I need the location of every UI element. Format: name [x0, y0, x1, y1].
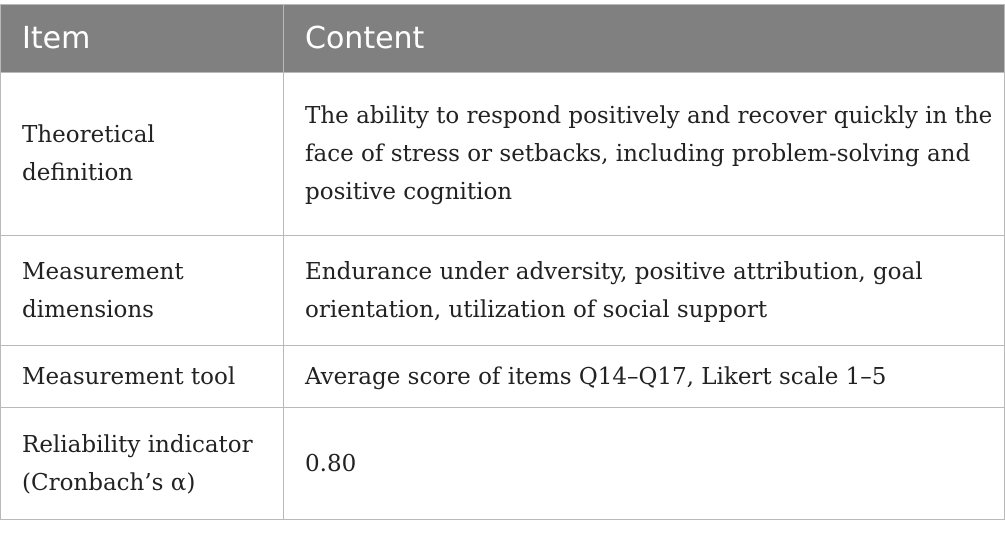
row-content-cell: Average score of items Q14–Q17, Likert scale 1–5: [284, 346, 1005, 408]
header-content: Content: [284, 5, 1005, 73]
row-content-cell: The ability to respond positively and recover quickly in the face of stress or setbacks, including problem-solving and positive cognition: [284, 73, 1005, 236]
header-row: [1, 5, 1005, 73]
table-row: [1, 408, 1005, 520]
header-item: Item: [1, 5, 284, 73]
row-item-cell: Theoretical definition: [1, 73, 284, 236]
row-content-cell: 0.80: [284, 408, 1005, 520]
table-body: [1, 73, 1005, 520]
row-content-cell: Endurance under adversity, positive attribution, goal orientation, utilization of social support: [284, 236, 1005, 346]
row-item-cell: Reliability indicator (Cronbach’s α): [1, 408, 284, 520]
table-row: [1, 346, 1005, 408]
table-header: [1, 5, 1005, 73]
definition-table: [0, 4, 1005, 520]
table-row: [1, 73, 1005, 236]
table-row: [1, 236, 1005, 346]
row-item-cell: Measurement dimensions: [1, 236, 284, 346]
row-item-cell: Measurement tool: [1, 346, 284, 408]
